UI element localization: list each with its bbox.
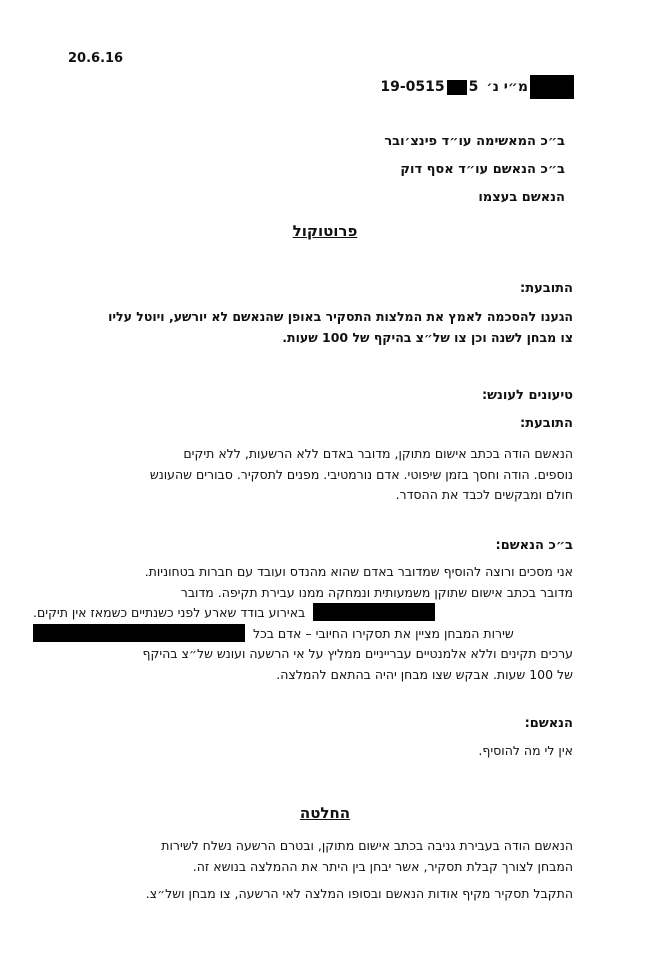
- case-prefix: מ״י נ׳: [486, 79, 528, 95]
- prosecution-argument: [33, 444, 573, 506]
- party-defendant: הנאשם בעצמו: [478, 190, 565, 205]
- party-defense-counsel: ב״כ הנאשם עו״ד אסף דוק: [400, 162, 565, 177]
- decision-line: הנאשם הודה בעבירת גניבה בכתב אישום מתוקן, ובטרם הרשעה נשלח לשירות: [161, 838, 573, 853]
- defendant-statement: [33, 741, 573, 762]
- agreement-heading: התובעת:: [520, 281, 573, 296]
- decision-line: המבחן לצורך קבלת תסקיר, אשר יבחן בין היתר את ההמלצה בנושא זה.: [192, 858, 573, 874]
- case-number-suffix: 19-0515: [380, 79, 445, 95]
- page-title: פרוטוקול: [292, 222, 358, 240]
- party-prosecution-counsel: ב״כ המאשימה עו״ד פינצ׳ובר: [384, 134, 565, 149]
- argument-text: באירוע בודד שארע לפני כשנתיים כשמאז אין תיקים.: [33, 605, 306, 620]
- argument-line: אני מסכים ורוצה להוסיף שמדובר באדם שהוא מהנדס ועובד עם חברות בטחוניות.: [144, 564, 573, 579]
- argument-line: מדובר בכתב אישום שתוקן משמעותית ונמחקה ממנו עבירת תקיפה. מדובר: [180, 584, 573, 600]
- prosecution-heading: התובעת:: [520, 416, 573, 431]
- argument-line: נוספים. הודה וחסך בזמן שיפוטי. אדם נורמטיבי. מפנים לתסקיר. סבורים שהעונש: [149, 466, 573, 482]
- case-number: [380, 75, 574, 99]
- decision-text: [33, 836, 573, 877]
- statement-line: אין לי מה להוסיף.: [478, 743, 573, 758]
- argument-line-with-redaction: [33, 603, 573, 624]
- argument-line: של 100 שעות. אבקש שצו מבחן יהיה בהתאם להמלצה.: [276, 666, 573, 682]
- agreement-line: הגענו להסכמה לאמץ את המלצות התסקיר באופן שהנאשם לא יורשע, ויוטל עליו: [108, 309, 573, 324]
- argument-text: שירות המבחן מציין את תסקירו החיובי – אדם בכל: [253, 625, 514, 641]
- agreement-line: צו מבחן לשנה וכן צו של״צ בהיקף של 100 שעות.: [282, 329, 573, 345]
- defense-argument: [33, 562, 573, 685]
- redaction-block: [530, 75, 574, 99]
- argument-line: הנאשם הודה בכתב אישום מתוקן, מדובר באדם ללא הרשעות, ללא תיקים: [183, 446, 573, 461]
- decision-line: התקבל תסקיר מקיף אודות הנאשם ובסופו המלצה לאי הרשעה, צו מבחן ושל״צ.: [145, 886, 573, 901]
- defendant-heading: הנאשם:: [524, 716, 573, 731]
- document-date: 20.6.16: [68, 51, 124, 66]
- agreement-text: [33, 307, 573, 348]
- argument-line: ערכים תקינים וללא אלמנטיים עברייניים ממליץ על אי הרשעה ועונש של״צ בהיקף: [142, 646, 573, 661]
- sentencing-heading: טיעונים לעונש:: [481, 388, 573, 403]
- case-number-5: 5: [468, 79, 479, 95]
- argument-line-with-redaction: [33, 624, 573, 645]
- decision-heading: החלטה: [299, 804, 351, 822]
- redaction-block: [313, 603, 435, 621]
- argument-line: חולם ומבקשים לכבד את ההסדר.: [395, 487, 573, 502]
- redaction-block: [447, 80, 467, 95]
- decision-text: [33, 884, 573, 905]
- redaction-block: [33, 624, 245, 642]
- defense-heading: ב״כ הנאשם:: [495, 538, 573, 553]
